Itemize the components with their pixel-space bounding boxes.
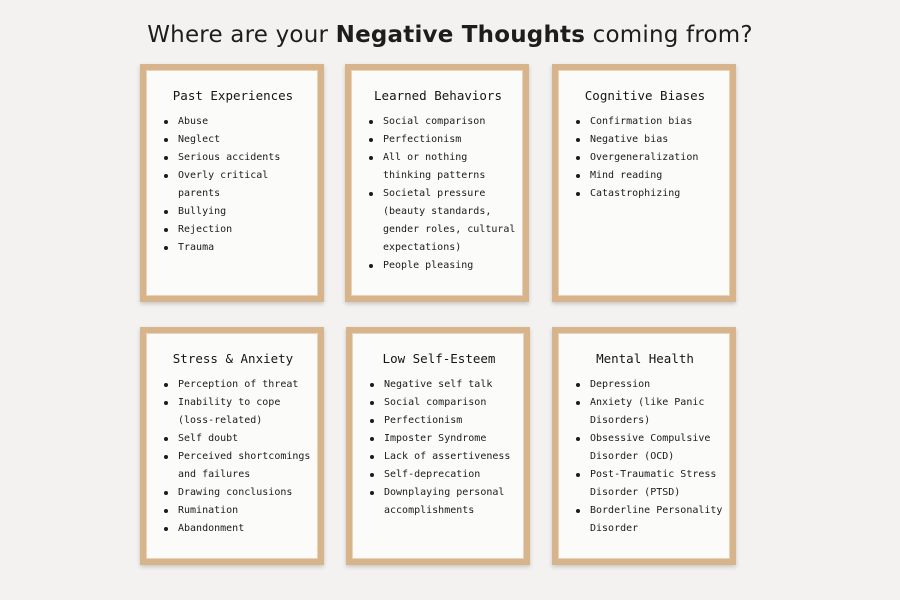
list-item: Confirmation bias bbox=[590, 113, 724, 131]
list-item: Rejection bbox=[178, 221, 312, 239]
list-item: All or nothing thinking patterns bbox=[383, 149, 517, 185]
frame-learned-behaviors bbox=[345, 64, 529, 302]
list-item: Negative self talk bbox=[384, 376, 518, 394]
frame-list bbox=[359, 113, 517, 275]
frame-list bbox=[154, 376, 312, 538]
frame-stress-anxiety bbox=[140, 327, 324, 565]
list-item: Mind reading bbox=[590, 167, 724, 185]
list-item: Borderline Personality Disorder bbox=[590, 502, 724, 538]
title-emphasis: Negative Thoughts bbox=[335, 22, 586, 48]
list-item: Social comparison bbox=[383, 113, 517, 131]
list-item: Catastrophizing bbox=[590, 185, 724, 203]
list-item: Rumination bbox=[178, 502, 312, 520]
list-item: Perception of threat bbox=[178, 376, 312, 394]
title-suffix: coming from? bbox=[585, 22, 753, 48]
frame-mental-health bbox=[552, 327, 736, 565]
list-item: Obsessive Compulsive Disorder (OCD) bbox=[590, 430, 724, 466]
frame-heading: Mental Health bbox=[596, 351, 694, 366]
list-item: Overgeneralization bbox=[590, 149, 724, 167]
list-item: Perfectionism bbox=[383, 131, 517, 149]
frame-list bbox=[360, 376, 518, 520]
title-prefix: Where are your bbox=[147, 22, 336, 48]
list-item: Bullying bbox=[178, 203, 312, 221]
frame-heading: Low Self-Esteem bbox=[382, 351, 496, 366]
list-item: Inability to cope (loss-related) bbox=[178, 394, 312, 430]
list-item: Abuse bbox=[178, 113, 312, 131]
list-item: Anxiety (like Panic Disorders) bbox=[590, 394, 724, 430]
list-item: Downplaying personal accomplishments bbox=[384, 484, 518, 520]
list-item: Self doubt bbox=[178, 430, 312, 448]
list-item: Serious accidents bbox=[178, 149, 312, 167]
list-item: Negative bias bbox=[590, 131, 724, 149]
list-item: Drawing conclusions bbox=[178, 484, 312, 502]
page-title bbox=[0, 22, 900, 48]
list-item: Abandonment bbox=[178, 520, 312, 538]
list-item: Lack of assertiveness bbox=[384, 448, 518, 466]
frame-heading: Learned Behaviors bbox=[374, 88, 502, 103]
frame-list bbox=[566, 113, 724, 203]
list-item: Overly critical parents bbox=[178, 167, 312, 203]
frame-heading: Past Experiences bbox=[172, 88, 294, 103]
list-item: People pleasing bbox=[383, 257, 517, 275]
frame-heading: Stress & Anxiety bbox=[172, 351, 294, 366]
list-item: Perceived shortcomings and failures bbox=[178, 448, 312, 484]
frame-low-self-esteem bbox=[346, 327, 530, 565]
frame-cognitive-biases bbox=[552, 64, 736, 302]
list-item: Perfectionism bbox=[384, 412, 518, 430]
list-item: Neglect bbox=[178, 131, 312, 149]
list-item: Trauma bbox=[178, 239, 312, 257]
list-item: Post-Traumatic Stress Disorder (PTSD) bbox=[590, 466, 724, 502]
frame-list bbox=[566, 376, 724, 538]
list-item: Depression bbox=[590, 376, 724, 394]
list-item: Social comparison bbox=[384, 394, 518, 412]
frame-list bbox=[154, 113, 312, 257]
frame-heading: Cognitive Biases bbox=[584, 88, 706, 103]
list-item: Societal pressure (beauty standards, gender roles, cultural expectations) bbox=[383, 185, 517, 257]
list-item: Self-deprecation bbox=[384, 466, 518, 484]
frame-past-experiences bbox=[140, 64, 324, 302]
list-item: Imposter Syndrome bbox=[384, 430, 518, 448]
